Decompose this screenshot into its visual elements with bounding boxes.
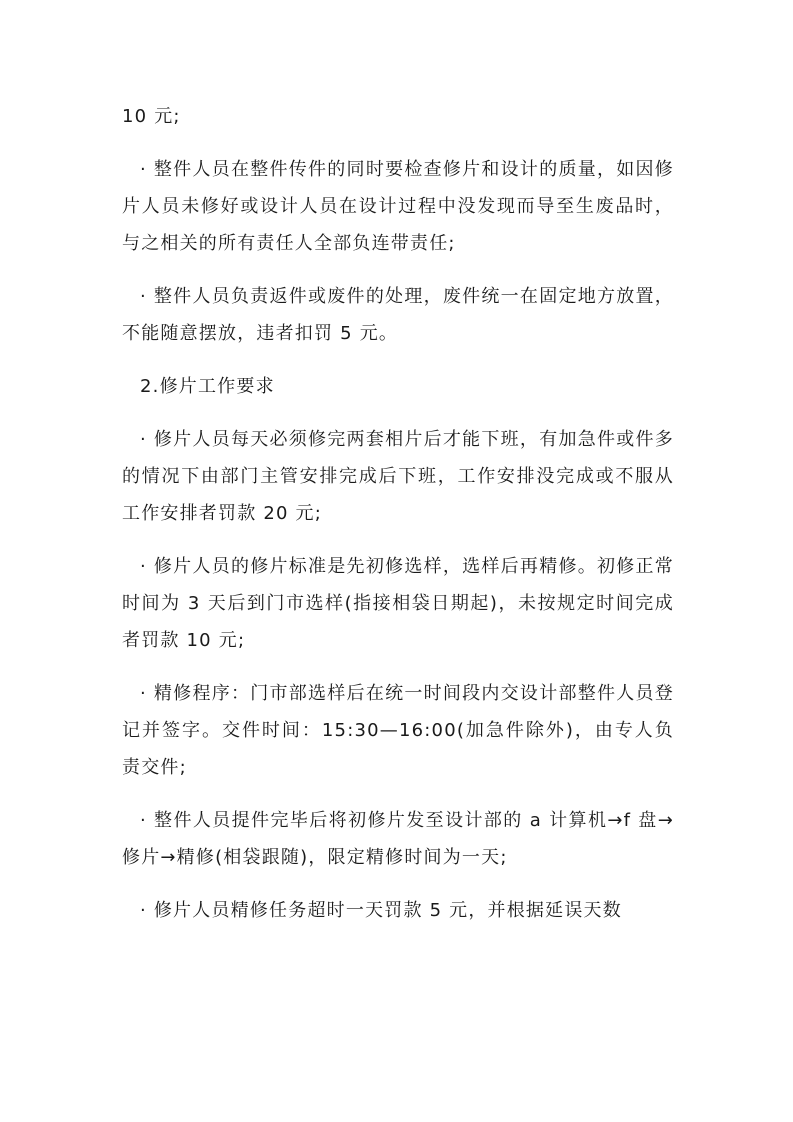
section-heading-retouch-requirements: 2.修片工作要求	[140, 376, 275, 397]
bullet-paragraph-quality-check: · 整件人员在整件传件的同时要检查修片和设计的质量，如因修片人员未修好或设计人员在设计过程中没发现而导至生废品时，与之相关的所有责任人全部负连带责任;	[122, 159, 674, 254]
bullet-paragraph-file-transfer: · 整件人员提件完毕后将初修片发至设计部的 a 计算机→f 盘→修片→精修(相袋跟随)，限定精修时间为一天;	[122, 810, 674, 868]
bullet-paragraph-overtime-penalty: · 修片人员精修任务超时一天罚款 5 元，并根据延误天数	[140, 900, 622, 921]
bullet-paragraph-waste-handling: · 整件人员负责返件或废件的处理，废件统一在固定地方放置，不能随意摆放，违者扣罚 5 元。	[122, 286, 674, 344]
bullet-paragraph-retouch-standard: · 修片人员的修片标准是先初修选样，选样后再精修。初修正常时间为 3 天后到门市选样(指接相袋日期起)，未按规定时间完成者罚款 10 元;	[122, 556, 674, 651]
paragraph-continuation: 10 元;	[122, 106, 181, 127]
bullet-paragraph-fine-retouch-procedure: · 精修程序：门市部选样后在统一时间段内交设计部整件人员登记并签字。交件时间：15:30—16:00(加急件除外)，由专人负责交件;	[122, 683, 674, 778]
document-body	[122, 98, 674, 945]
bullet-paragraph-daily-quota: · 修片人员每天必须修完两套相片后才能下班，有加急件或件多的情况下由部门主管安排完成后下班，工作安排没完成或不服从工作安排者罚款 20 元;	[122, 429, 674, 524]
